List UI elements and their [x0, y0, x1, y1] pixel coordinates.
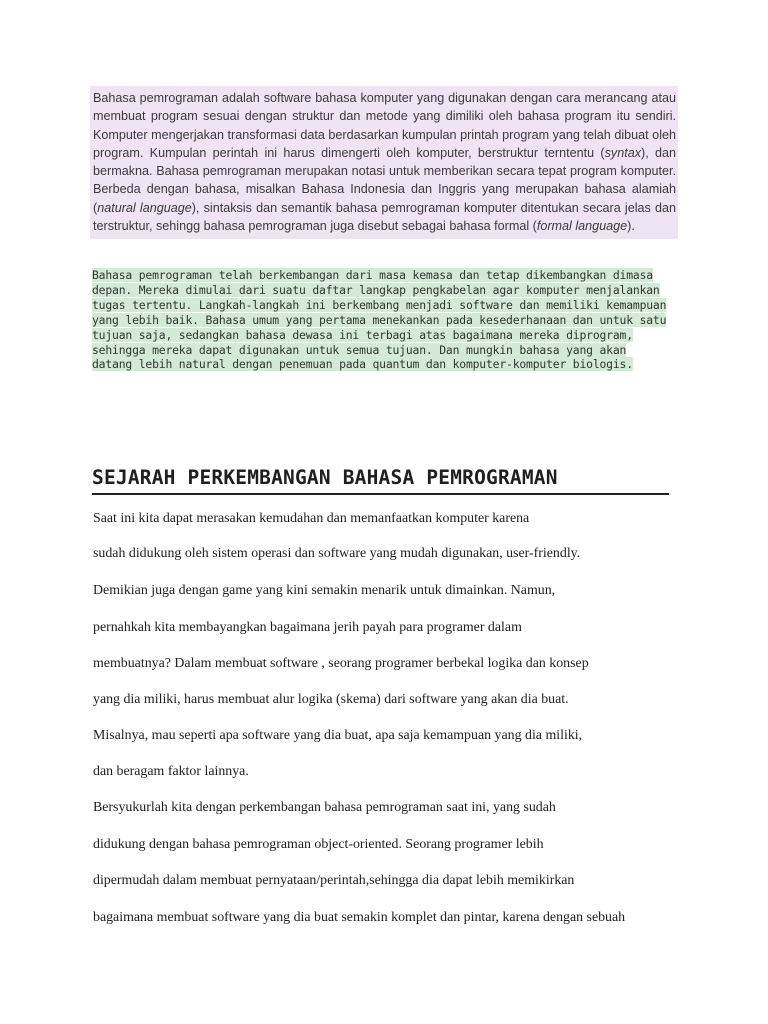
intro-paragraph-history: [92, 268, 668, 372]
body-line: sudah didukung oleh sistem operasi dan software yang mudah digunakan, user-friendly.: [93, 546, 581, 561]
body-line-wrapped: bagaimana membuat software yang dia buat semakin komplet dan pintar, karena dengan sebuah: [93, 910, 626, 925]
syntax-term: syntax: [604, 145, 641, 160]
natural-language-term: natural language: [97, 200, 192, 215]
intro-text-part-3: ), sintaksis dan semantik bahasa pemrograman komputer ditentukan secara jelas dan terstruktur, sehingg bahasa pemrograman juga disebut sebagai bahasa formal (: [93, 200, 676, 234]
body-line: dan beragam faktor lainnya.: [93, 764, 249, 779]
body-line: Bersyukurlah kita dengan perkembangan bahasa pemrograman saat ini, yang sudah: [93, 800, 556, 815]
body-line: pernahkah kita membayangkan bagaimana jerih payah para programer dalam: [93, 620, 522, 635]
heading-underline: [92, 493, 669, 495]
intro-text-part-2: ), dan bermakna. Bahasa pemrograman merupakan notasi untuk memberikan secara tepat program komputer. Berbeda dengan bahasa, misalkan Bahasa Indonesia dan Inggris yang merupakan bahasa alamiah (: [93, 145, 676, 215]
section-heading: SEJARAH PERKEMBANGAN BAHASA PEMROGRAMAN: [92, 466, 558, 489]
body-line: dipermudah dalam membuat pernyataan/perintah,sehingga dia dapat lebih memikirkan: [93, 873, 575, 888]
body-line: yang dia miliki, harus membuat alur logika (skema) dari software yang akan dia buat.: [93, 692, 569, 707]
body-line: membuatnya? Dalam membuat software , seorang programer berbekal logika dan konsep: [93, 656, 589, 671]
body-line: Misalnya, mau seperti apa software yang dia buat, apa saja kemampuan yang dia miliki,: [93, 728, 583, 743]
intro-text-part-1: Bahasa pemrograman adalah software bahasa komputer yang digunakan dengan cara merancang atau membuat program sesuai dengan struktur dan metode yang dimiliki oleh bahasa program itu sendiri. Komputer mengerjakan transformasi data berdasarkan kumpulan printah program yang telah dibuat oleh program. Kumpulan perintah ini harus dimengerti oleh komputer, berstruktur terntentu (: [93, 91, 676, 160]
body-line: Saat ini kita dapat merasakan kemudahan dan memanfaatkan komputer karena: [93, 511, 530, 526]
intro-text-part-4: ).: [627, 219, 635, 234]
body-line: didukung dengan bahasa pemrograman object-oriented. Seorang programer lebih: [93, 837, 544, 852]
intro-paragraph-definition: [90, 86, 678, 239]
formal-language-term: formal language: [536, 219, 628, 234]
body-line: Demikian juga dengan game yang kini semakin menarik untuk dimainkan. Namun,: [93, 583, 556, 598]
history-highlighted-text: Bahasa pemrograman telah berkembangan dari masa kemasa dan tetap dikembangkan dimasa depan. Mereka dimulai dari suatu daftar langkap pengkabelan agar komputer menjalankan tugas tertentu. Langkah-langkah ini berkembang menjadi software dan memiliki kemampuan yang lebih baik. Bahasa umum yang pertama menekankan pada kesederhanaan dan untuk satu tujuan saja, sedangkan bahasa dewasa ini terbagi atas bagaimana mereka diprogram, sehingga mereka dapat digunakan untuk semua tujuan. Dan mungkin bahasa yang akan datang lebih natural dengan penemuan pada quantum dan komputer-komputer biologis.: [92, 268, 667, 372]
